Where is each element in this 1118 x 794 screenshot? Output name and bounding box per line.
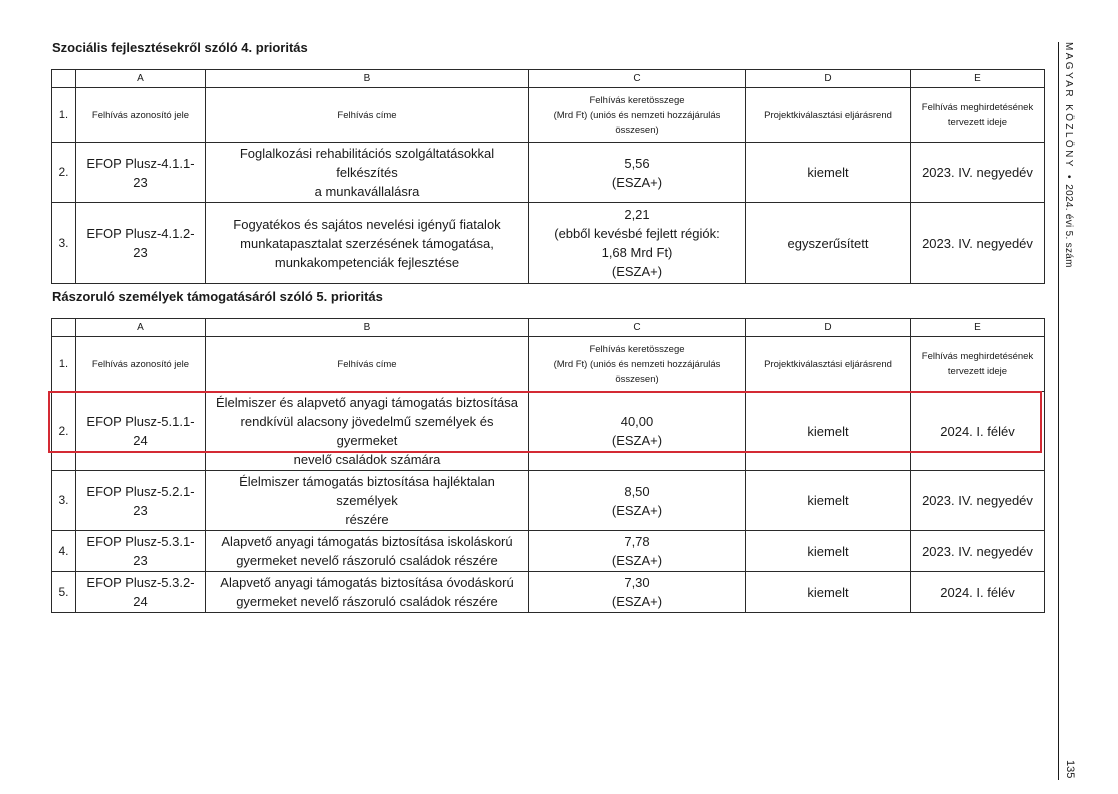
column-letter-row	[52, 70, 1045, 88]
header-amount-line: Felhívás keretösszege	[589, 343, 685, 355]
call-amount	[529, 392, 746, 471]
call-amount-line: (ESZA+)	[611, 433, 663, 448]
publication-name: MAGYAR KÖZLÖNY	[1063, 42, 1074, 169]
row-number: 4.	[52, 531, 76, 572]
margin-rule	[1058, 42, 1059, 780]
call-amount	[529, 471, 746, 531]
column-letter-d: D	[746, 319, 911, 337]
row-number: 5.	[52, 572, 76, 613]
header-call-id: Felhívás azonosító jele	[76, 337, 206, 392]
call-title-line: munkatapasztalat szerzésének támogatása,	[240, 235, 494, 251]
header-selection-procedure: Projektkiválasztási eljárásrend	[746, 88, 911, 143]
row-number: 2.	[52, 143, 76, 203]
call-id: EFOP Plusz-5.3.2-24	[76, 572, 206, 613]
column-letter-a: A	[76, 70, 206, 88]
row-number: 3.	[52, 203, 76, 284]
call-amount-line: 1,68 Mrd Ft)	[601, 245, 673, 260]
call-amount-line: (ESZA+)	[611, 502, 663, 518]
selection-procedure: kiemelt	[746, 531, 911, 572]
table-row	[52, 392, 1045, 471]
call-title-line: Élelmiszer és alapvető anyagi támogatás biztosítása	[215, 395, 519, 410]
call-amount-line: 5,56	[624, 155, 650, 171]
row-number: 3.	[52, 471, 76, 531]
call-title-line: Fogyatékos és sajátos nevelési igényű fiatalok	[233, 216, 501, 232]
call-title-line: Alapvető anyagi támogatás biztosítása óvodáskorú	[220, 575, 514, 590]
call-title-line: részére	[345, 512, 389, 527]
corner-cell	[52, 319, 76, 337]
table-row	[52, 572, 1045, 613]
call-amount	[529, 143, 746, 203]
priority-4-table	[51, 69, 1045, 284]
table-row	[52, 471, 1045, 531]
header-call-amount	[529, 88, 746, 143]
header-date-line: Felhívás meghirdetésének	[921, 102, 1034, 113]
running-head	[1063, 42, 1074, 268]
call-title	[206, 143, 529, 203]
call-title-line: gyermeket nevelő rászoruló családok részére	[236, 594, 498, 609]
call-title-line: a munkavállalásra	[314, 184, 420, 199]
call-title-line: Foglalkozási rehabilitációs szolgáltatásokkal felkészítés	[239, 146, 495, 180]
header-date-line: tervezett ideje	[947, 117, 1008, 128]
header-call-amount	[529, 337, 746, 392]
header-call-title: Felhívás címe	[206, 337, 529, 392]
page-number: 135	[1064, 760, 1076, 779]
call-amount	[529, 531, 746, 572]
table-row	[52, 531, 1045, 572]
row-number: 2.	[52, 392, 76, 471]
call-title	[206, 392, 529, 471]
call-id: EFOP Plusz-5.1.1-24	[76, 392, 206, 471]
call-title-line: rendkívül alacsony jövedelmű személyek és gyermeket	[240, 414, 494, 448]
call-id: EFOP Plusz-5.3.1-23	[76, 531, 206, 572]
header-row	[52, 88, 1045, 143]
header-date-line: Felhívás meghirdetésének	[921, 351, 1034, 362]
planned-date: 2024. I. félév	[911, 572, 1045, 613]
call-title	[206, 203, 529, 284]
row-number: 1.	[52, 88, 76, 143]
call-amount	[529, 203, 746, 284]
call-amount-line: (ESZA+)	[611, 553, 663, 568]
header-planned-date	[911, 337, 1045, 392]
header-call-title: Felhívás címe	[206, 88, 529, 143]
call-amount-line: 2,21	[624, 207, 650, 222]
running-head-separator: •	[1063, 174, 1074, 179]
selection-procedure: egyszerűsített	[746, 203, 911, 284]
planned-date: 2024. I. félév	[911, 392, 1045, 471]
section-title-priority-5: Rászoruló személyek támogatásáról szóló 5. prioritás	[52, 289, 383, 304]
selection-procedure: kiemelt	[746, 143, 911, 203]
column-letter-c: C	[529, 319, 746, 337]
section-title-priority-4: Szociális fejlesztésekről szóló 4. prioritás	[52, 40, 308, 55]
selection-procedure: kiemelt	[746, 572, 911, 613]
header-amount-line: összesen)	[615, 373, 659, 385]
call-amount-line: (ebből kevésbé fejlett régiók:	[554, 226, 720, 241]
selection-procedure: kiemelt	[746, 392, 911, 471]
call-title-line: gyermeket nevelő rászoruló családok részére	[236, 553, 498, 568]
header-amount-line: Felhívás keretösszege	[589, 94, 685, 106]
planned-date: 2023. IV. negyedév	[911, 531, 1045, 572]
call-id: EFOP Plusz-4.1.2-23	[76, 203, 206, 284]
call-title-line: munkakompetenciák fejlesztése	[274, 254, 460, 270]
call-amount-line: (ESZA+)	[611, 174, 663, 190]
issue-number: 2024. évi 5. szám	[1063, 184, 1074, 268]
table-row	[52, 203, 1045, 284]
planned-date: 2023. IV. negyedév	[911, 143, 1045, 203]
column-letter-a: A	[76, 319, 206, 337]
call-amount-line: 8,50	[624, 483, 650, 499]
planned-date: 2023. IV. negyedév	[911, 203, 1045, 284]
column-letter-c: C	[529, 70, 746, 88]
call-amount-line: 7,78	[624, 534, 650, 549]
call-id: EFOP Plusz-4.1.1-23	[76, 143, 206, 203]
call-amount-line: (ESZA+)	[611, 264, 663, 279]
header-amount-line: (Mrd Ft) (uniós és nemzeti hozzájárulás	[553, 358, 721, 370]
column-letter-e: E	[911, 319, 1045, 337]
header-amount-line: összesen)	[615, 124, 659, 136]
call-title	[206, 471, 529, 531]
call-title	[206, 531, 529, 572]
header-date-line: tervezett ideje	[947, 366, 1008, 377]
header-amount-line: (Mrd Ft) (uniós és nemzeti hozzájárulás	[553, 109, 721, 121]
call-title-line: nevelő családok számára	[293, 452, 441, 467]
call-amount-line: 7,30	[624, 575, 650, 590]
corner-cell	[52, 70, 76, 88]
header-call-id: Felhívás azonosító jele	[76, 88, 206, 143]
call-amount-line: 40,00	[620, 414, 654, 429]
selection-procedure: kiemelt	[746, 471, 911, 531]
column-letter-b: B	[206, 319, 529, 337]
column-letter-e: E	[911, 70, 1045, 88]
call-id: EFOP Plusz-5.2.1-23	[76, 471, 206, 531]
column-letter-b: B	[206, 70, 529, 88]
header-planned-date	[911, 88, 1045, 143]
call-title	[206, 572, 529, 613]
call-amount-line: (ESZA+)	[611, 594, 663, 609]
planned-date: 2023. IV. negyedév	[911, 471, 1045, 531]
call-title-line: Alapvető anyagi támogatás biztosítása iskoláskorú	[221, 534, 513, 549]
call-title-line: Élelmiszer támogatás biztosítása hajléktalan személyek	[239, 474, 495, 508]
column-letter-row	[52, 319, 1045, 337]
priority-5-table	[51, 318, 1045, 613]
header-selection-procedure: Projektkiválasztási eljárásrend	[746, 337, 911, 392]
table-row	[52, 143, 1045, 203]
column-letter-d: D	[746, 70, 911, 88]
row-number: 1.	[52, 337, 76, 392]
call-amount	[529, 572, 746, 613]
header-row	[52, 337, 1045, 392]
